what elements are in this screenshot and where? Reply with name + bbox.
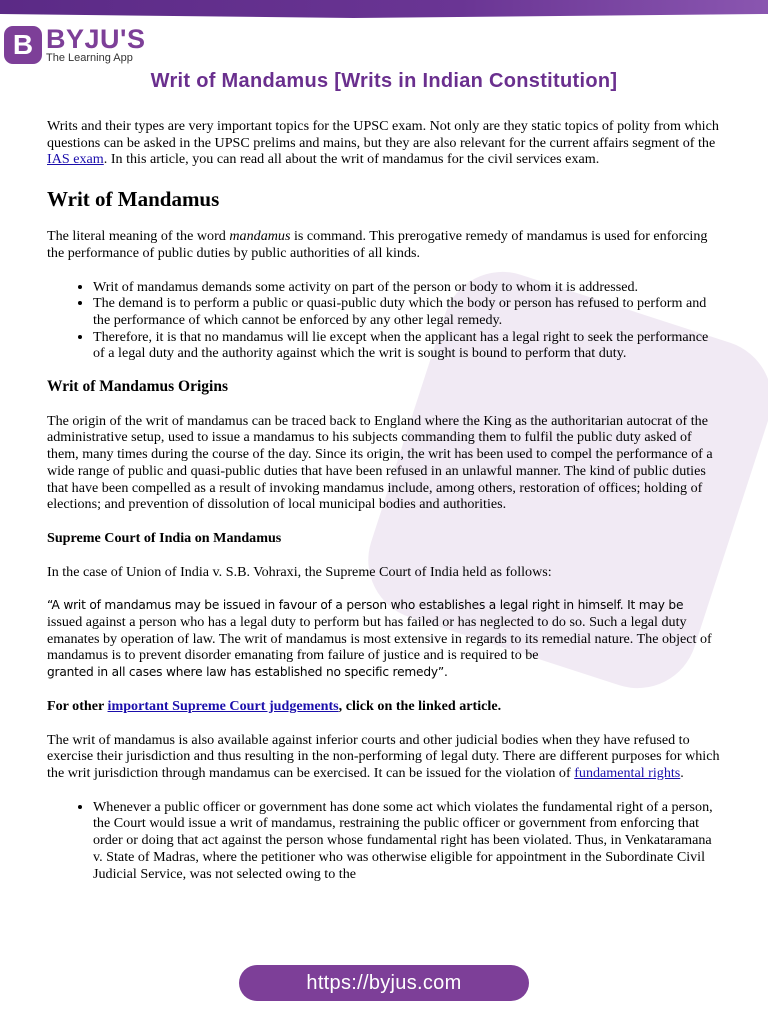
document-title: Writ of Mandamus [Writs in Indian Constitution]	[150, 70, 618, 92]
byjus-logo[interactable]	[4, 26, 145, 64]
heading-supreme-court: Supreme Court of India on Mandamus	[47, 529, 282, 546]
other-judgements-line	[47, 698, 723, 715]
intro-text-end: . In this article, you can read all about the writ of mandamus for the civil services exam.	[103, 151, 600, 168]
logo-text-block	[46, 26, 145, 64]
origins-paragraph: The origin of the writ of mandamus can be traced back to England where the King as the authoritarian autocrat of the administrative setup, used to issue a mandamus to his subjects commanding them to fulfil the public duty asked of them, many times during the course of the day. Since its origin, the writ has been used to compel the performance of a wide range of public and quasi-public duties that have been refused in an unlawful manner. The kind of public duties that have been compelled as a result of invoking mandamus include, among others, restoration of offices; holding of elections; and prevention of dissolution of local municipal bodies and authorities.	[47, 412, 713, 513]
inferior-courts-text-end: .	[680, 764, 684, 781]
other-judgements-text: For other	[47, 697, 108, 714]
case-intro-paragraph: In the case of Union of India v. S.B. Vohraxi, the Supreme Court of India held as follows:	[47, 563, 552, 580]
intro-text: Writs and their types are very important topics for the UPSC exam. Not only are they static topics of polity from which questions can be asked in the UPSC prelims and mains, but they are also relevant for the current affairs segment of the	[47, 118, 719, 151]
list-item: • The demand is to perform a public or quasi-public duty which the body or person has refused to perform and the performance of which cannot be enforced by any other legal remedy.	[93, 295, 723, 328]
mandamus-emphasis: mandamus	[229, 228, 291, 245]
intro-paragraph	[47, 118, 723, 168]
list-item: • Therefore, it is that no mandamus will lie except when the applicant has a legal right to seek the performance of a legal duty and the authority against which the writ is sought is bound to perform that duty.	[93, 329, 723, 362]
list-item: • Writ of mandamus demands some activity on part of the person or body to whom it is addressed.	[93, 279, 723, 296]
byjus-logo-icon: B	[4, 26, 42, 64]
inferior-courts-paragraph	[47, 732, 723, 782]
literal-meaning-paragraph	[47, 228, 723, 261]
list-item: • Whenever a public officer or government has done some act which violates the fundamental right of a person, the Court would issue a writ of mandamus, restraining the public officer or government from enforcing that order or doing that act against the person whose fundamental right has been violated. Thus, in Venkataramana v. State of Madras, where the petitioner who was otherwise eligible for appointment in the Subordinate Civil Judicial Service, was not selected owing to the	[93, 799, 723, 883]
literal-meaning-text: The literal meaning of the word	[47, 228, 230, 245]
logo-name: BYJU'S	[46, 24, 146, 54]
mandamus-bullet-list	[47, 279, 723, 363]
article-body	[47, 118, 723, 882]
inferior-courts-text: The writ of mandamus is also available against inferior courts and other judicial bodies when they have refused to exercise their jurisdiction and thus resulting in the non-performing of legal duty. There are different purposes for which the writ jurisdiction through mandamus can be exercised. It can be issued for the violation of	[47, 731, 720, 781]
heading-mandamus-origins: Writ of Mandamus Origins	[47, 378, 228, 396]
heading-writ-of-mandamus: Writ of Mandamus	[47, 187, 220, 212]
other-judgements-text-end: , click on the linked article.	[338, 697, 502, 714]
quote-body-text: issued against a person who has a legal duty to perform but has failed or has neglected to do so. Such a legal duty emanates by operation of law. The writ of mandamus is most extensive in regards to its remedial nature. The object of mandamus is to prevent disorder emanating from failure of justice and is required to be	[47, 614, 712, 664]
ias-exam-link[interactable]: IAS exam	[47, 151, 104, 168]
footer-url-button[interactable]: https://byjus.com	[239, 965, 529, 1001]
literal-meaning-text-end: is command. This prerogative remedy of mandamus is used for enforcing the performance of public duties by public authorities of all kinds.	[47, 228, 708, 261]
supreme-court-judgements-link[interactable]: important Supreme Court judgements	[107, 697, 339, 714]
fundamental-rights-bullet-list	[47, 799, 723, 883]
quote-tail-text: granted in all cases where law has established no specific remedy”.	[47, 665, 448, 680]
supreme-court-quote	[47, 597, 723, 681]
quote-lead-text: “A writ of mandamus may be issued in favour of a person who establishes a legal right in himself. It may be	[47, 598, 684, 613]
fundamental-rights-link[interactable]: fundamental rights	[574, 764, 681, 781]
logo-tagline: The Learning App	[46, 52, 133, 64]
